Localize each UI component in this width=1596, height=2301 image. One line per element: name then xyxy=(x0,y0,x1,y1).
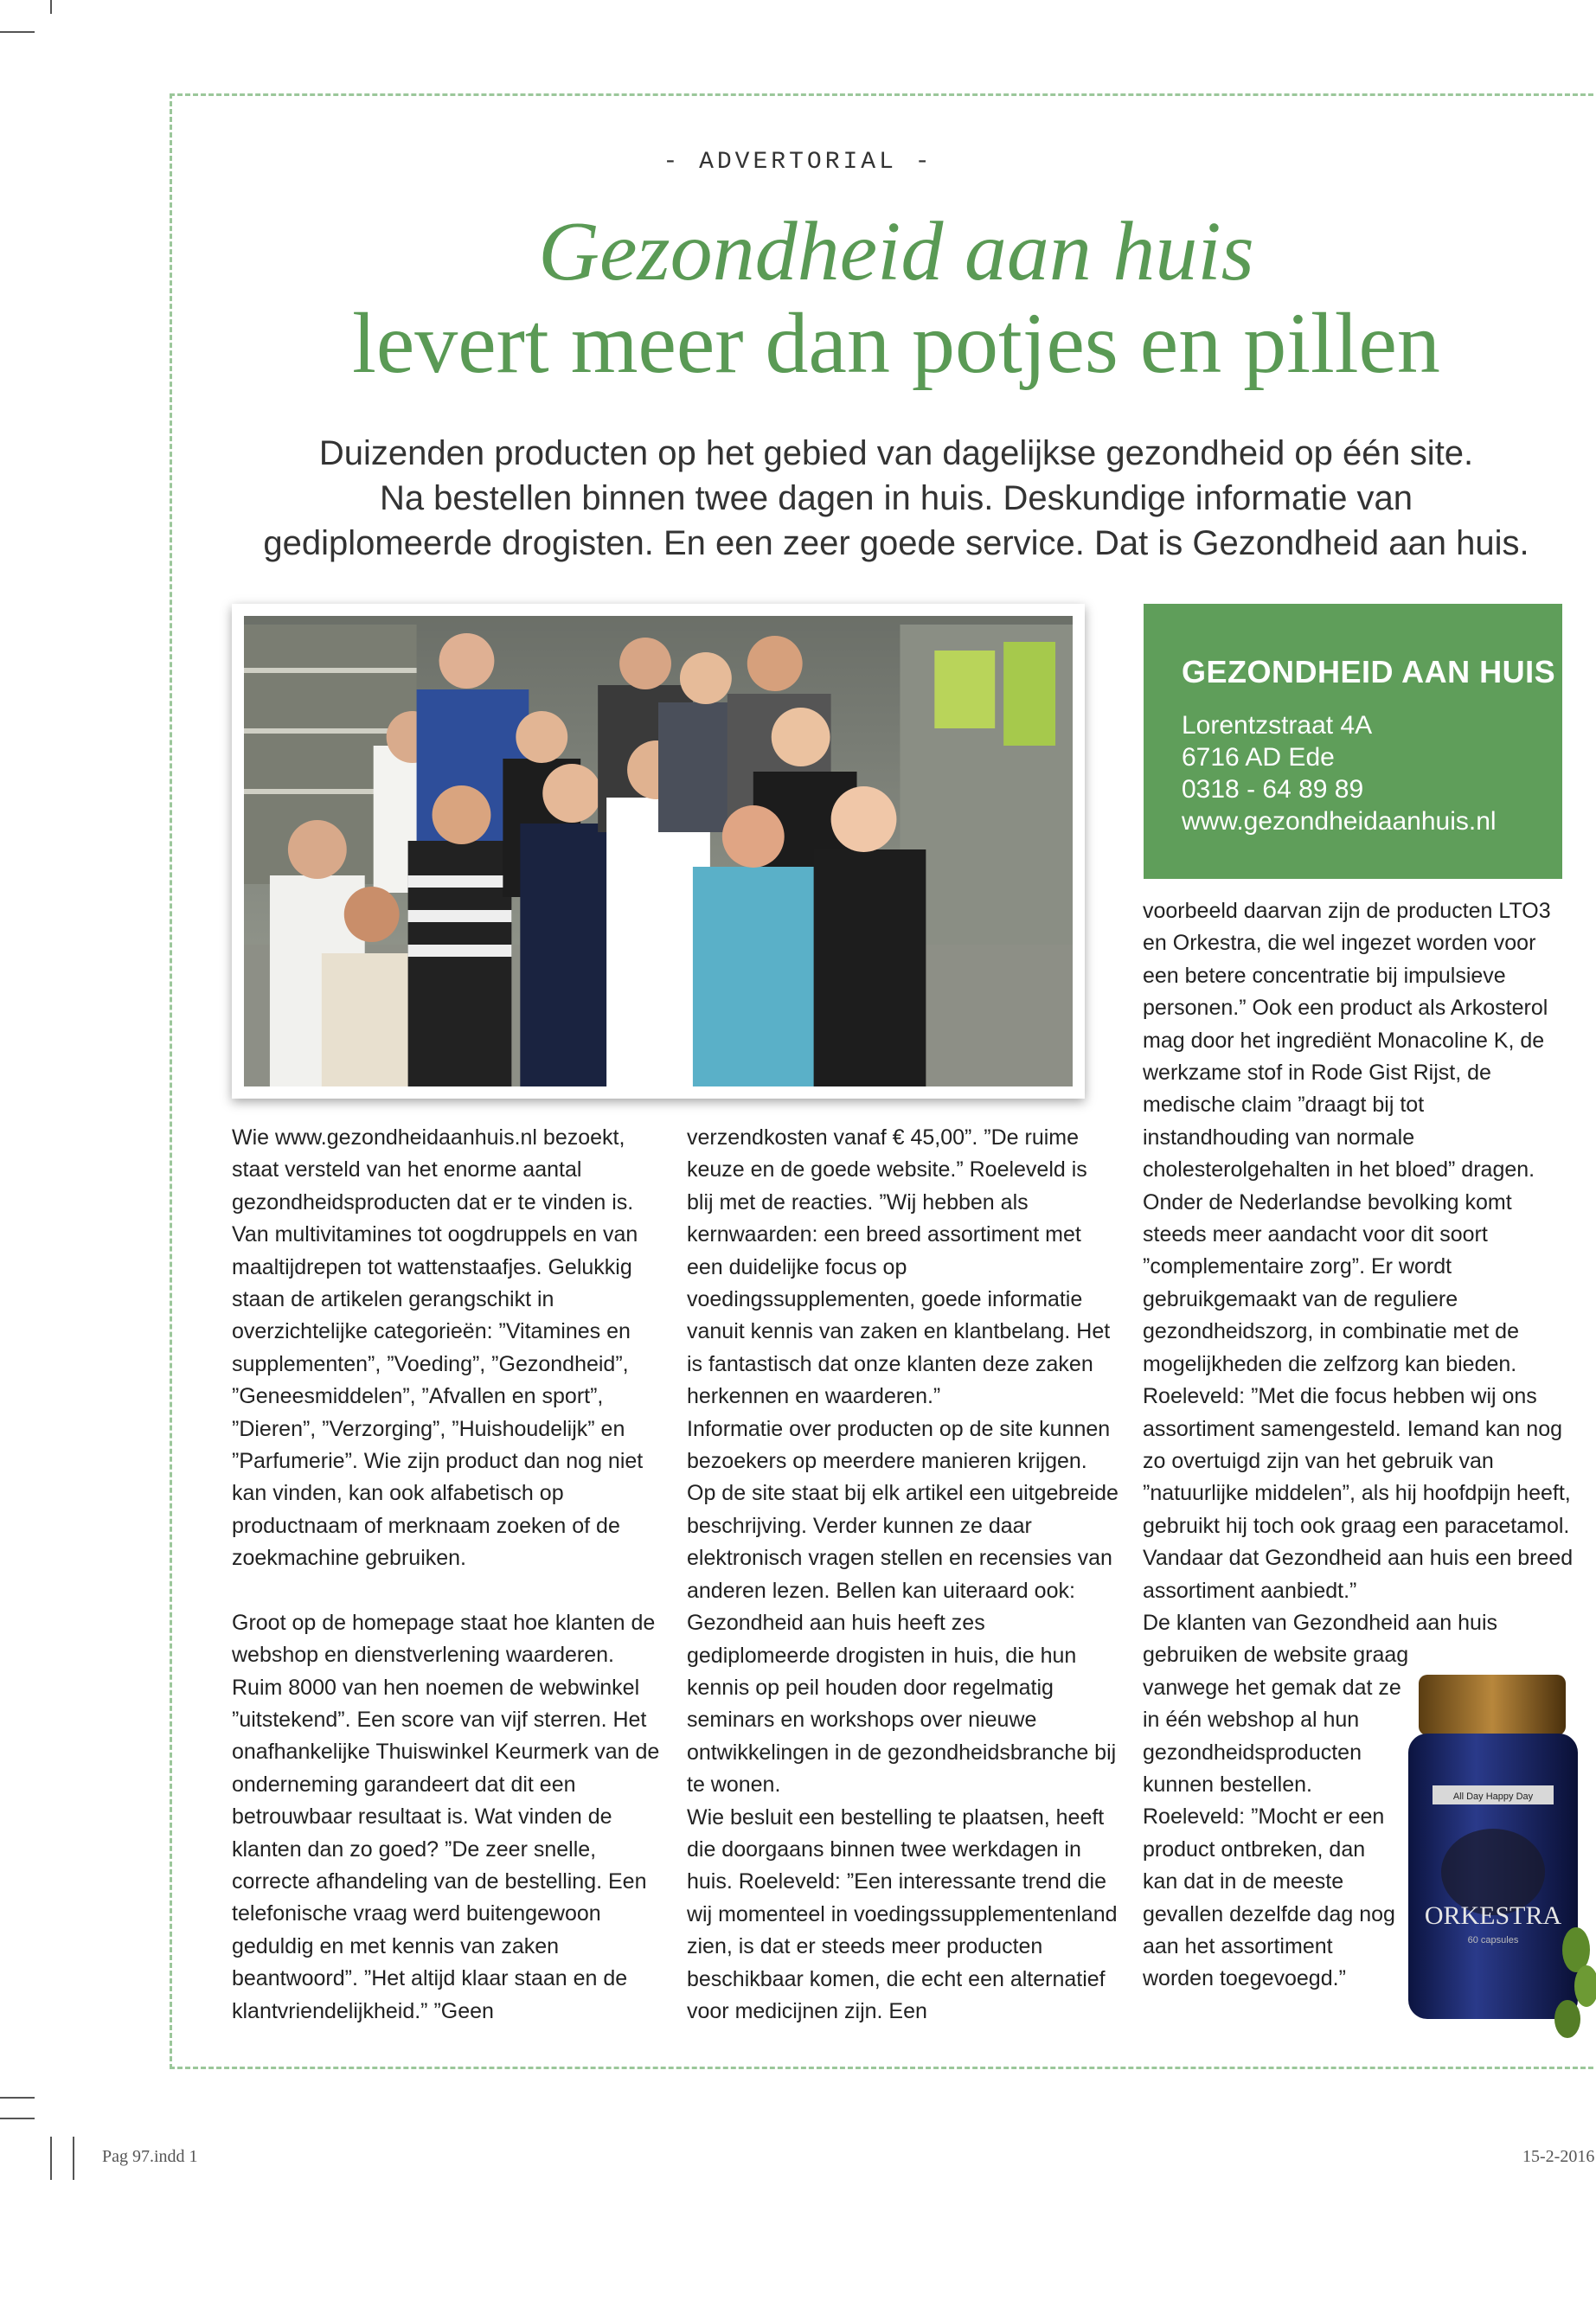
contact-website[interactable]: www.gezondheidaanhuis.nl xyxy=(1182,807,1497,836)
paragraph: De klanten van Gezondheid aan huis gebruiken de website graag xyxy=(1143,1610,1498,1668)
jar-label-top: All Day Happy Day xyxy=(1452,1791,1534,1802)
paragraph: Groot op de homepage staat hoe klanten de webshop en dienstverlening waarderen. Ruim 8000 van hen noemen de webwinkel ”uitstekend”. Een score van vijf sterren. Het onafhankelijke Thuiswinkel Keurmerk van de onderneming garandeert dat dit een betrouwbaar resultaat is. Wat vinden de klanten dan zo goed? ”De zeer snelle, correcte afhandeling van de bestelling. Een telefonische vraag werd buitengewoon geduldig en met kennis van zaken beantwoord”. ”Het altijd klaar staan en de klantvriendelijkheid.” ”Geen xyxy=(232,1610,660,2023)
article-column-2 xyxy=(687,1122,1119,2028)
intro-line: gediplomeerde drogisten. En een zeer goede service. Dat is Gezondheid aan huis. xyxy=(263,524,1529,562)
paragraph: vanwege het gemak dat ze in één webshop al hun gezondheidsproducten kunnen bestellen. Roeleveld: ”Mocht er een product ontbreken, dan kan dat in de meeste gevallen dezelfde dag nog aan het assortiment worden toegevoegd.” xyxy=(1143,1675,1401,1991)
intro-line: Duizenden producten op het gebied van dagelijkse gezondheid op één site. xyxy=(318,434,1474,472)
contact-city: 6716 AD Ede xyxy=(1182,743,1335,772)
contact-box xyxy=(1144,604,1562,879)
advertorial-kicker: - ADVERTORIAL - xyxy=(663,149,933,176)
intro-line: Na bestellen binnen twee dagen in huis. Deskundige informatie van xyxy=(379,479,1413,517)
crop-mark xyxy=(0,2097,35,2099)
page-title xyxy=(170,205,1596,391)
article-column-1 xyxy=(232,1122,664,2028)
title-line-2: levert meer dan potjes en pillen xyxy=(352,294,1440,391)
footer-file: Pag 97.indd 1 xyxy=(102,2147,198,2166)
footer-date: 15-2-2016 xyxy=(1522,2147,1595,2166)
orkestra-product-image xyxy=(1394,1664,1596,2041)
crop-mark xyxy=(73,2137,74,2180)
crop-mark xyxy=(50,0,52,14)
contact-title: GEZONDHEID AAN HUIS xyxy=(1182,654,1556,689)
paragraph: voorbeeld daarvan zijn de producten LTO3 en Orkestra, die wel ingezet worden voor een betere concentratie bij impulsieve personen.” Ook een product als Arkosterol mag door het ingrediënt Monacoline K, de werkzame stof in Rode Gist Rijst, de medische claim ”draagt bij tot instandhouding van normale cholesterolgehalten in het bloed” dragen. xyxy=(1143,899,1551,1183)
jar-sub: 60 capsules xyxy=(1467,1935,1519,1945)
title-line-1: Gezondheid aan huis xyxy=(538,205,1254,298)
crop-mark xyxy=(50,2137,52,2180)
contact-street: Lorentzstraat 4A xyxy=(1182,711,1373,740)
crop-mark xyxy=(0,2118,35,2119)
team-photo-icon xyxy=(244,616,1073,1086)
paragraph: Informatie over producten op de site kunnen bezoekers op meerdere manieren krijgen. Op de site staat bij elk artikel een uitgebreide beschrijving. Verder kunnen ze daar elektronisch vragen stellen en recensies van anderen lezen. Bellen kan uiteraard ook: Gezondheid aan huis heeft zes gediplomeerde drogisten in huis, die hun kennis op peil houden door regelmatig seminars en workshops over nieuwe ontwikkelingen in de gezondheidsbranche bij te wonen. xyxy=(687,1416,1118,1798)
paragraph: Wie www.gezondheidaanhuis.nl bezoekt, staat versteld van het enorme aantal gezondheidsproducten dat er te vinden is. Van multivitamines tot oogdruppels en van maaltijdrepen tot wattenstaafjes. Gelukkig staan de artikelen gerangschikt in overzichtelijke categorieën: ”Vitamines en supplementen”, ”Voeding”, ”Gezondheid”, ”Geneesmiddelen”, ”Afvallen en sport”, ”Dieren”, ”Verzorging”, ”Huishoudelijk” en ”Parfumerie”. Wie zijn product dan nog niet kan vinden, kan ook alfabetisch op productnaam of merknaam zoeken of de zoekmachine gebruiken. xyxy=(232,1125,644,1571)
jar-brand: ORKESTRA xyxy=(1424,1901,1562,1930)
intro-text xyxy=(170,431,1596,566)
paragraph: Onder de Nederlandse bevolking komt steeds meer aandacht voor dit soort ”complementaire zorg”. Er wordt gebruikgemaakt van de reguliere gezondheidszorg, in combinatie met de mogelijkheden die zelfzorg kan bieden. Roeleveld: ”Met die focus hebben wij ons assortiment samengesteld. Iemand kan nog zo overtuigd zijn van het gebruik van ”natuurlijke middelen”, als hij hoofdpijn heeft, gebruikt hij toch ook graag een paracetamol. Vandaar dat Gezondheid aan huis een breed assortiment aanbiedt.” xyxy=(1143,1189,1574,1603)
paragraph: Wie besluit een bestelling te plaatsen, heeft die doorgaans binnen twee werkdagen in huis. Roeleveld: ”Een interessante trend die wij momenteel in voedingssupplementenland zien, is dat er steeds meer producten beschikbaar komen, die echt een alternatief voor medicijnen zijn. Een xyxy=(687,1804,1118,2023)
supplement-jar-icon xyxy=(1394,1664,1596,2041)
team-photo xyxy=(232,604,1085,1099)
contact-phone: 0318 - 64 89 89 xyxy=(1182,775,1364,804)
paragraph: verzendkosten vanaf € 45,00”. ”De ruime keuze en de goede website.” Roeleveld is blij met de reacties. ”Wij hebben als kernwaarden: een breed assortiment met een duidelijke focus op voedingssupplementen, goede informatie vanuit kennis van zaken en klantbelang. Het is fantastisch dat onze klanten deze zaken herkennen en waarderen.” xyxy=(687,1125,1111,1409)
crop-mark xyxy=(0,31,35,33)
